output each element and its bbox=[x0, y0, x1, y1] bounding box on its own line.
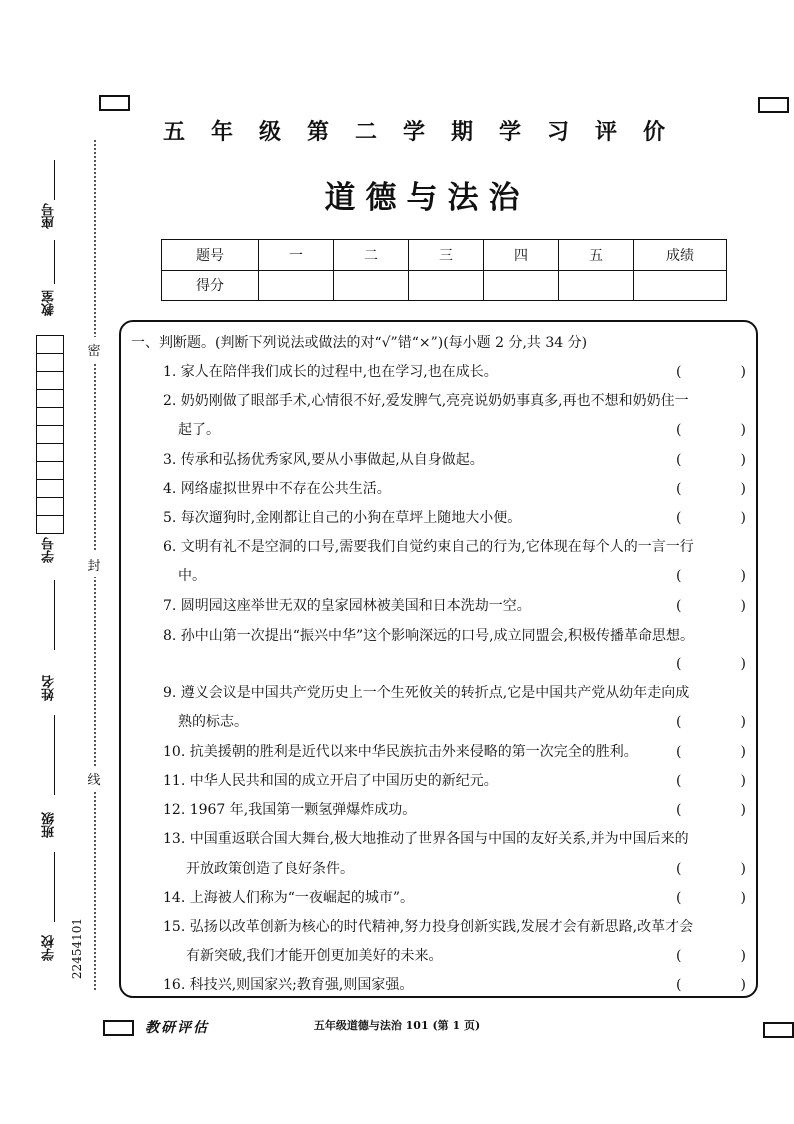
question-text: 4. 网络虚拟世界中不存在公共生活。 bbox=[163, 481, 391, 497]
student-number-boxes[interactable] bbox=[36, 335, 64, 534]
footer-brand: 教研评估 bbox=[145, 1020, 209, 1036]
score-cell: 五 bbox=[559, 240, 634, 271]
question-text: 10. 抗美援朝的胜利是近代以来中华民族抗击外来侵略的第一次完全的胜利。 bbox=[163, 744, 638, 760]
paren-open: ( bbox=[676, 656, 682, 672]
student-no-field[interactable] bbox=[54, 580, 55, 650]
score-cell: 一 bbox=[259, 240, 334, 271]
paren-close: ) bbox=[740, 422, 746, 438]
paren-open: ( bbox=[676, 481, 682, 497]
score-input-cell[interactable] bbox=[484, 270, 559, 301]
score-table-header-row bbox=[162, 240, 727, 271]
score-row-label: 得分 bbox=[162, 270, 259, 301]
score-input-cell[interactable] bbox=[409, 270, 484, 301]
paren-open: ( bbox=[676, 598, 682, 614]
score-cell: 三 bbox=[409, 240, 484, 271]
paren-close: ) bbox=[740, 802, 746, 818]
paren-open: ( bbox=[676, 802, 682, 818]
question-text: 16. 科技兴,则国家兴;教育强,则国家强。 bbox=[163, 977, 414, 993]
score-cell: 二 bbox=[334, 240, 409, 271]
paren-close: ) bbox=[740, 481, 746, 497]
paren-close: ) bbox=[740, 977, 746, 993]
question-text-continued: 中。 bbox=[178, 568, 206, 584]
question-text: 12. 1967 年,我国第一颗氢弹爆炸成功。 bbox=[163, 802, 417, 818]
paren-open: ( bbox=[676, 510, 682, 526]
score-table bbox=[161, 239, 727, 301]
question-text: 8. 孙中山第一次提出“振兴中华”这个影响深远的口号,成立同盟会,积极传播革命思想。 bbox=[163, 628, 695, 644]
paren-open: ( bbox=[676, 452, 682, 468]
score-cell: 四 bbox=[484, 240, 559, 271]
class-label: 班级 bbox=[42, 812, 57, 838]
page-header: 五年级第二学期学习评价 bbox=[162, 119, 691, 145]
exam-code: 22454101 bbox=[70, 918, 84, 980]
classroom-label: 教室 bbox=[42, 290, 57, 316]
paren-close: ) bbox=[740, 452, 746, 468]
paren-open: ( bbox=[676, 773, 682, 789]
seat-label: 座号 bbox=[42, 203, 57, 229]
question-text: 13. 中国重返联合国大舞台,极大地推动了世界各国与中国的友好关系,并为中国后来的 bbox=[163, 831, 689, 847]
name-label: 姓名 bbox=[42, 675, 57, 701]
paren-close: ) bbox=[740, 510, 746, 526]
section-title: 一、判断题。(判断下列说法或做法的对“√”错“×”)(每小题 2 分,共 34 分) bbox=[131, 335, 588, 351]
school-label: 学校 bbox=[42, 935, 57, 961]
question-text-continued: 熟的标志。 bbox=[178, 714, 248, 730]
paren-open: ( bbox=[676, 744, 682, 760]
question-text: 5. 每次遛狗时,金刚都让自己的小狗在草坪上随地大小便。 bbox=[163, 510, 522, 526]
paren-open: ( bbox=[676, 977, 682, 993]
seat-field[interactable] bbox=[54, 160, 55, 200]
question-text: 15. 弘扬以改革创新为核心的时代精神,努力投身创新实践,发展才会有新思路,改革才会 bbox=[163, 919, 694, 935]
corner-mark-top-right bbox=[758, 97, 789, 113]
score-input-cell[interactable] bbox=[334, 270, 409, 301]
seal-char: 封 bbox=[86, 552, 102, 577]
paren-close: ) bbox=[740, 364, 746, 380]
paren-close: ) bbox=[740, 861, 746, 877]
paren-close: ) bbox=[740, 948, 746, 964]
score-cell: 成绩 bbox=[634, 240, 727, 271]
paren-close: ) bbox=[740, 773, 746, 789]
question-text: 2. 奶奶刚做了眼部手术,心情很不好,爱发脾气,亮亮说奶奶事真多,再也不想和奶奶住一 bbox=[163, 393, 689, 409]
paren-close: ) bbox=[740, 598, 746, 614]
question-text-continued: 开放政策创造了良好条件。 bbox=[186, 861, 354, 877]
paren-close: ) bbox=[740, 890, 746, 906]
subject-title: 道德与法治 bbox=[324, 180, 530, 216]
seal-char: 线 bbox=[86, 766, 102, 791]
question-text-continued: 起了。 bbox=[178, 422, 220, 438]
question-text: 7. 圆明园这座举世无双的皇家园林被美国和日本洗劫一空。 bbox=[163, 598, 531, 614]
score-input-cell[interactable] bbox=[634, 270, 727, 301]
paren-open: ( bbox=[676, 948, 682, 964]
score-cell: 题号 bbox=[162, 240, 259, 271]
paren-open: ( bbox=[676, 714, 682, 730]
paren-close: ) bbox=[740, 744, 746, 760]
question-text: 9. 遵义会议是中国共产党历史上一个生死攸关的转折点,它是中国共产党从幼年走向成 bbox=[163, 685, 690, 701]
question-text: 3. 传承和弘扬优秀家风,要从小事做起,从自身做起。 bbox=[163, 452, 484, 468]
score-input-cell[interactable] bbox=[259, 270, 334, 301]
paren-open: ( bbox=[676, 890, 682, 906]
paren-close: ) bbox=[740, 656, 746, 672]
class-field[interactable] bbox=[54, 852, 55, 922]
question-text: 11. 中华人民共和国的成立开启了中国历史的新纪元。 bbox=[163, 773, 498, 789]
question-text-continued: 有新突破,我们才能开创更加美好的未来。 bbox=[186, 948, 443, 964]
student-no-label: 学号 bbox=[42, 537, 57, 563]
footer-page-info: 五年级道德与法治 101 (第 1 页) bbox=[313, 1019, 481, 1032]
question-text: 14. 上海被人们称为“一夜崛起的城市”。 bbox=[163, 890, 415, 906]
paren-open: ( bbox=[676, 568, 682, 584]
question-text: 1. 家人在陪伴我们成长的过程中,也在学习,也在成长。 bbox=[163, 364, 498, 380]
name-field[interactable] bbox=[54, 715, 55, 795]
paren-open: ( bbox=[676, 364, 682, 380]
score-table-score-row bbox=[162, 270, 727, 301]
paren-close: ) bbox=[740, 568, 746, 584]
corner-mark-top-left bbox=[99, 95, 130, 111]
paren-close: ) bbox=[740, 714, 746, 730]
paren-open: ( bbox=[676, 861, 682, 877]
score-input-cell[interactable] bbox=[559, 270, 634, 301]
paren-open: ( bbox=[676, 422, 682, 438]
seal-char: 密 bbox=[86, 337, 102, 362]
classroom-field[interactable] bbox=[54, 240, 55, 284]
question-text: 6. 文明有礼不是空洞的口号,需要我们自觉约束自己的行为,它体现在每个人的一言一行 bbox=[163, 539, 694, 555]
